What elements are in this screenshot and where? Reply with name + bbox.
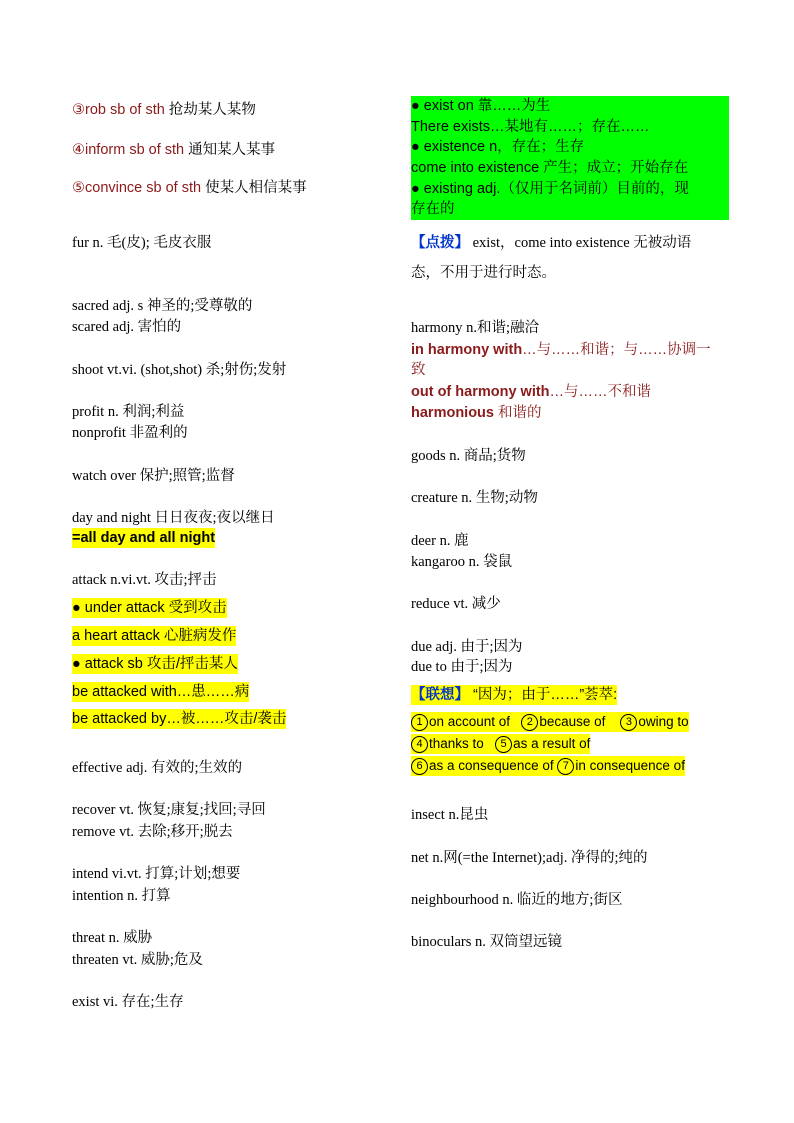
attack-phrase: be attacked with…患……病 — [72, 684, 250, 700]
entry-sacred: sacred adj. s 神圣的;受尊敬的 — [72, 298, 253, 314]
attack-phrase: be attacked by…被……攻击/袭击 — [72, 711, 287, 727]
entry-net: net n.网(=the Internet);adj. 净得的;纯的 — [411, 850, 648, 866]
number-badge: 6 — [411, 758, 428, 775]
number-badge: 7 — [557, 758, 574, 775]
phrase-out-harmony: out of harmony with…与……不和谐 — [411, 384, 652, 400]
number-badge: 2 — [521, 714, 538, 731]
attack-phrase: ● attack sb 攻击/抨击某人 — [72, 656, 238, 672]
entry-due-to: due to 由于;因为 — [411, 659, 513, 675]
attack-phrase: a heart attack 心脏病发作 — [72, 628, 237, 644]
exist-note-line: ● existing adj.（仅用于名词前）目前的，现 — [411, 181, 689, 197]
association-tag: 【联想】 — [411, 687, 469, 703]
entry-harmony: harmony n.和谐;融洽 — [411, 320, 540, 336]
entry-exist: exist vi. 存在;生存 — [72, 994, 184, 1010]
entry-binoculars: binoculars n. 双筒望远镜 — [411, 934, 563, 950]
exist-note-line: There exists…某地有……；存在…… — [411, 119, 650, 135]
entry-deer: deer n. 鹿 — [411, 533, 469, 549]
exist-note-line: ● existence n，存在；生存 — [411, 139, 585, 155]
tip-line-2: 态，不用于进行时态。 — [411, 265, 556, 281]
attack-phrase: ● under attack 受到攻击 — [72, 600, 227, 616]
number-badge: 5 — [495, 736, 512, 753]
entry-remove: remove vt. 去除;移开;脱去 — [72, 824, 233, 840]
entry-scared: scared adj. 害怕的 — [72, 319, 182, 335]
tip-tag: 【点拨】 — [411, 235, 469, 251]
entry-recover: recover vt. 恢复;康复;找回;寻回 — [72, 802, 266, 818]
entry-threat: threat n. 威胁 — [72, 930, 153, 946]
association-line-3: 6 as a consequence of 7 in consequence of — [411, 756, 685, 776]
entry-goods: goods n. 商品;货物 — [411, 448, 526, 464]
entry-intention: intention n. 打算 — [72, 888, 171, 904]
entry-intend: intend vi.vt. 打算;计划;想要 — [72, 866, 241, 882]
entry-attack: attack n.vi.vt. 攻击;抨击 — [72, 572, 217, 588]
entry-neighbourhood: neighbourhood n. 临近的地方;街区 — [411, 892, 623, 908]
entry-kangaroo: kangaroo n. 袋鼠 — [411, 554, 513, 570]
entry-watch-over: watch over 保护;照管;监督 — [72, 468, 235, 484]
entry-reduce: reduce vt. 减少 — [411, 596, 501, 612]
exist-note-line: come into existence 产生；成立；开始存在 — [411, 160, 689, 176]
entry-profit: profit n. 利润;利益 — [72, 404, 185, 420]
entry-all-day: =all day and all night — [72, 530, 216, 546]
phrase-convince: ⑤convince sb of sth 使某人相信某事 — [72, 180, 307, 196]
phrase-inform: ④inform sb of sth 通知某人某事 — [72, 142, 276, 158]
exist-note-line: ● exist on 靠……为生 — [411, 98, 551, 114]
entry-harmonious: harmonious 和谐的 — [411, 405, 542, 421]
phrase-rob: ③rob sb of sth 抢劫某人某物 — [72, 102, 256, 118]
association-line-2: 4 thanks to 5 as a result of — [411, 734, 590, 754]
entry-threaten: threaten vt. 威胁;危及 — [72, 952, 203, 968]
number-badge: 1 — [411, 714, 428, 731]
entry-nonprofit: nonprofit 非盈利的 — [72, 425, 188, 441]
entry-creature: creature n. 生物;动物 — [411, 490, 538, 506]
entry-shoot: shoot vt.vi. (shot,shot) 杀;射伤;发射 — [72, 362, 287, 378]
number-badge: 4 — [411, 736, 428, 753]
tip-line: 【点拨】 exist，come into existence 无被动语 — [411, 235, 692, 251]
phrase-in-harmony: in harmony with…与……和谐；与……协调一 — [411, 342, 711, 358]
exist-note-line: 存在的 — [411, 201, 455, 217]
entry-due: due adj. 由于;因为 — [411, 639, 523, 655]
phrase-in-harmony-cont: 致 — [411, 362, 426, 378]
association-line-1: 1 on account of 2 because of 3 owing to — [411, 712, 689, 732]
entry-day-and-night: day and night 日日夜夜;夜以继日 — [72, 510, 275, 526]
entry-effective: effective adj. 有效的;生效的 — [72, 760, 243, 776]
number-badge: 3 — [620, 714, 637, 731]
entry-fur: fur n. 毛(皮); 毛皮衣服 — [72, 235, 212, 251]
entry-insect: insect n.昆虫 — [411, 807, 489, 823]
association-header: 【联想】 “因为；由于……”荟萃: — [411, 687, 618, 703]
